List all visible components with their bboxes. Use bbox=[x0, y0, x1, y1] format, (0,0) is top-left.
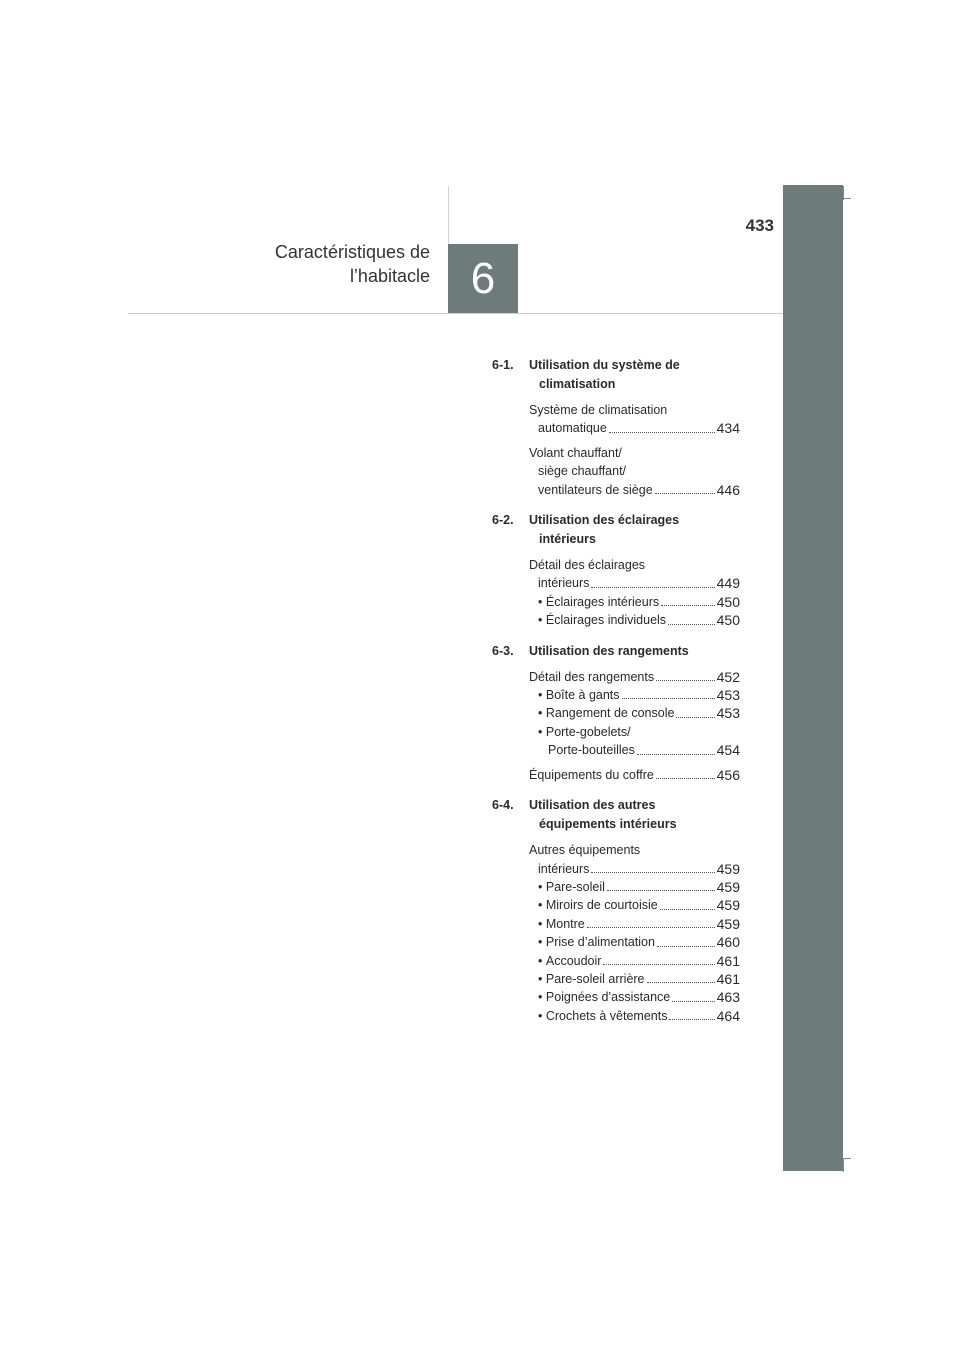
page-ref: 454 bbox=[716, 742, 740, 759]
section-title bbox=[529, 356, 740, 394]
toc-entry-line[interactable] bbox=[529, 741, 740, 759]
toc-entry-line[interactable] bbox=[529, 952, 740, 970]
section-entries bbox=[492, 401, 740, 499]
toc-section bbox=[492, 796, 740, 1025]
toc-entry bbox=[529, 766, 740, 784]
dot-leader bbox=[672, 988, 714, 1001]
table-of-contents bbox=[492, 356, 740, 1037]
section-title-line: Utilisation des rangements bbox=[529, 643, 689, 658]
dot-leader bbox=[591, 574, 714, 587]
entry-text: • Pare-soleil bbox=[538, 878, 605, 896]
section-title bbox=[529, 642, 740, 661]
toc-entry-line[interactable] bbox=[529, 593, 740, 611]
entry-text: • Porte-gobelets/ bbox=[538, 723, 631, 741]
chapter-number-tab: 6 bbox=[448, 244, 518, 314]
dot-leader bbox=[637, 741, 715, 754]
entry-text-line bbox=[529, 401, 740, 419]
page-ref: 460 bbox=[716, 934, 740, 951]
entry-text: Détail des rangements bbox=[529, 669, 655, 684]
page-ref: 450 bbox=[716, 593, 740, 610]
section-title-line: équipements intérieurs bbox=[539, 817, 677, 832]
page-ref: 452 bbox=[716, 668, 740, 685]
dot-leader bbox=[587, 915, 715, 928]
page-ref: 461 bbox=[716, 952, 740, 969]
toc-entry-line[interactable] bbox=[529, 686, 740, 704]
entry-text: • Poignées d’assistance bbox=[538, 988, 670, 1006]
toc-entry-line[interactable] bbox=[529, 574, 740, 592]
chapter-title-line: l’habitacle bbox=[349, 266, 430, 286]
dot-leader bbox=[609, 419, 715, 432]
toc-entry-line[interactable] bbox=[529, 1007, 740, 1025]
section-number: 6-2. bbox=[492, 513, 514, 528]
section-heading bbox=[492, 511, 740, 549]
crop-mark bbox=[843, 1158, 851, 1159]
toc-entry-line[interactable] bbox=[529, 704, 740, 722]
dot-leader bbox=[660, 896, 715, 909]
entry-text: intérieurs bbox=[538, 576, 590, 591]
page-ref: 450 bbox=[716, 612, 740, 629]
dot-leader bbox=[656, 766, 715, 779]
sub-entry-text-line bbox=[529, 723, 740, 741]
page-ref: 453 bbox=[716, 705, 740, 722]
dot-leader bbox=[661, 593, 715, 606]
dot-leader bbox=[669, 1007, 714, 1020]
toc-entry bbox=[529, 668, 740, 760]
entry-text: ventilateurs de siège bbox=[538, 482, 653, 497]
toc-section bbox=[492, 356, 740, 499]
page-ref: 459 bbox=[716, 915, 740, 932]
entry-text: • Accoudoir bbox=[538, 952, 601, 970]
dot-leader bbox=[676, 704, 714, 717]
section-entries bbox=[492, 556, 740, 630]
toc-entry-line[interactable] bbox=[529, 988, 740, 1006]
section-number: 6-4. bbox=[492, 798, 514, 813]
dot-leader bbox=[607, 878, 715, 891]
entry-text: intérieurs bbox=[538, 861, 590, 876]
toc-entry-line[interactable] bbox=[529, 419, 740, 437]
toc-entry-line[interactable] bbox=[529, 860, 740, 878]
toc-entry-line[interactable] bbox=[529, 915, 740, 933]
toc-entry-line[interactable] bbox=[529, 878, 740, 896]
entry-text: • Montre bbox=[538, 915, 585, 933]
toc-entry bbox=[529, 841, 740, 1025]
crop-mark bbox=[843, 198, 851, 199]
dot-leader bbox=[647, 970, 715, 983]
page-number: 433 bbox=[745, 216, 774, 235]
toc-entry bbox=[529, 444, 740, 499]
section-entries bbox=[492, 668, 740, 784]
toc-section bbox=[492, 642, 740, 784]
toc-entry-line[interactable] bbox=[529, 611, 740, 629]
page-ref: 453 bbox=[716, 687, 740, 704]
toc-entry-line[interactable] bbox=[529, 896, 740, 914]
entry-text: • Crochets à vêtements bbox=[538, 1007, 667, 1025]
toc-entry bbox=[529, 401, 740, 438]
section-title-line: Utilisation des éclairages bbox=[529, 513, 680, 528]
toc-entry-line[interactable] bbox=[529, 668, 740, 686]
entry-text-line bbox=[529, 462, 740, 480]
entry-text: • Boîte à gants bbox=[538, 686, 620, 704]
dot-leader bbox=[591, 860, 714, 873]
toc-entry bbox=[529, 556, 740, 630]
entry-text: • Pare-soleil arrière bbox=[538, 970, 645, 988]
crop-mark bbox=[843, 1158, 844, 1172]
entry-text: Porte-bouteilles bbox=[548, 743, 635, 758]
page-ref: 456 bbox=[716, 766, 740, 783]
entry-text: • Rangement de console bbox=[538, 704, 674, 722]
dot-leader bbox=[655, 481, 715, 494]
dot-leader bbox=[657, 933, 715, 946]
toc-entry-line[interactable] bbox=[529, 933, 740, 951]
toc-section bbox=[492, 511, 740, 630]
page-ref: 434 bbox=[716, 420, 740, 437]
entry-text: automatique bbox=[538, 421, 607, 436]
entry-text: • Éclairages individuels bbox=[538, 611, 666, 629]
page-ref: 461 bbox=[716, 970, 740, 987]
toc-entry-line[interactable] bbox=[529, 481, 740, 499]
entry-text-line bbox=[529, 556, 740, 574]
toc-entry-line[interactable] bbox=[529, 766, 740, 784]
page-ref: 459 bbox=[716, 860, 740, 877]
section-title bbox=[529, 796, 740, 834]
section-entries bbox=[492, 841, 740, 1025]
page-ref: 459 bbox=[716, 878, 740, 895]
entry-text: Autres équipements bbox=[529, 843, 641, 858]
section-heading bbox=[492, 356, 740, 394]
entry-text: Équipements du coffre bbox=[529, 767, 654, 782]
entry-text-line bbox=[529, 841, 740, 859]
section-title bbox=[529, 511, 740, 549]
section-title-line: Utilisation des autres bbox=[529, 798, 656, 813]
header-divider bbox=[448, 186, 449, 244]
entry-text: • Prise d’alimentation bbox=[538, 933, 655, 951]
dot-leader bbox=[668, 611, 715, 624]
entry-text-line bbox=[529, 444, 740, 462]
dot-leader bbox=[656, 668, 715, 681]
page-ref: 459 bbox=[716, 897, 740, 914]
entry-text: siège chauffant/ bbox=[538, 464, 627, 479]
toc-entry-line[interactable] bbox=[529, 970, 740, 988]
section-title-line: Utilisation du système de bbox=[529, 358, 680, 372]
chapter-side-bar bbox=[783, 185, 843, 1171]
dot-leader bbox=[622, 686, 715, 699]
entry-text: • Miroirs de courtoisie bbox=[538, 896, 658, 914]
chapter-title-line: Caractéristiques de bbox=[274, 242, 430, 262]
entry-text: Système de climatisation bbox=[529, 403, 668, 417]
dot-leader bbox=[603, 952, 714, 965]
entry-text: Volant chauffant/ bbox=[529, 445, 622, 460]
page-ref: 464 bbox=[716, 1007, 740, 1024]
page-ref: 446 bbox=[716, 481, 740, 498]
section-number: 6-3. bbox=[492, 643, 514, 658]
section-heading bbox=[492, 796, 740, 834]
section-number: 6-1. bbox=[492, 358, 514, 372]
chapter-title bbox=[200, 240, 430, 288]
section-title-line: intérieurs bbox=[539, 532, 596, 547]
header-rule bbox=[128, 313, 783, 314]
section-heading bbox=[492, 642, 740, 661]
entry-text: • Éclairages intérieurs bbox=[538, 593, 659, 611]
entry-text: Détail des éclairages bbox=[529, 558, 646, 573]
page-ref: 463 bbox=[716, 989, 740, 1006]
page-ref: 449 bbox=[716, 575, 740, 592]
section-title-line: climatisation bbox=[539, 377, 616, 391]
